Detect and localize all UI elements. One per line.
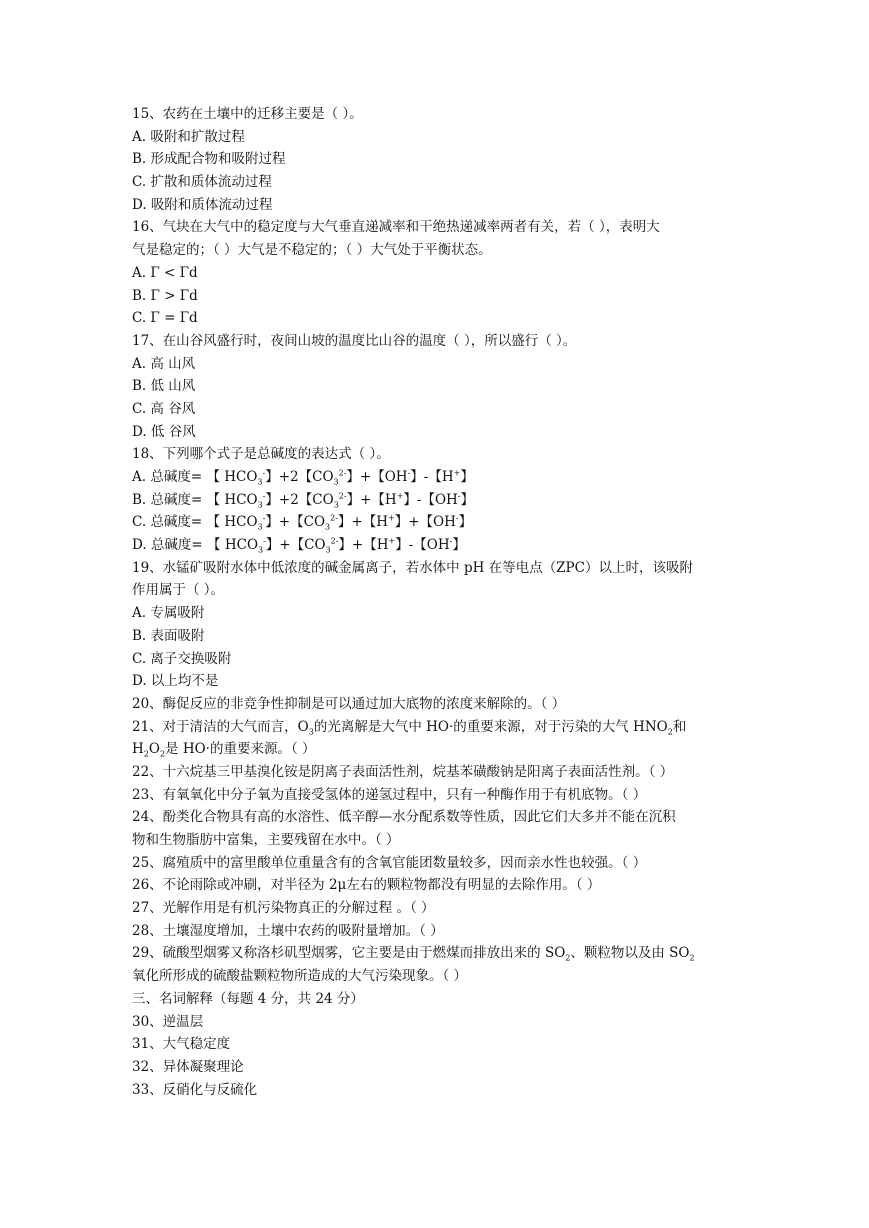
option-16-b: B. Γ > Γd xyxy=(132,287,198,304)
question-17: 17、在山谷风盛行时，夜间山坡的温度比山谷的温度（ ），所以盛行（ ）。 xyxy=(132,332,577,349)
question-23: 23、有氧氧化中分子氧为直接受氢体的递氢过程中，只有一种酶作用于有机底物。（ ） xyxy=(132,786,647,803)
question-24-line-2: 物和生物脂肪中富集，主要残留在水中。（ ） xyxy=(132,832,400,848)
question-31: 31、大气稳定度 xyxy=(132,1036,231,1053)
question-29-line-2: 氧化所形成的硫酸盐颗粒物所造成的大气污染现象。（ ） xyxy=(132,968,468,985)
question-19-line-1: 19、水锰矿吸附水体中低浓度的碱金属离子，若水体中 pH 在等电点（ZPC）以上时，该吸附 xyxy=(132,559,693,576)
question-16-line-1: 16、气块在大气中的稳定度与大气垂直递减率和干绝热递减率两者有关，若（ ），表明大 xyxy=(132,219,660,236)
option-19-b: B. 表面吸附 xyxy=(132,627,205,644)
question-32: 32、异体凝聚理论 xyxy=(132,1058,244,1075)
option-18-c: C. 总碱度= 【 $HCO_3^-$】+【$CO_3^{2-}$】+【H+】+【OH-】 xyxy=(132,513,473,533)
option-18-d: D. 总碱度= 【 $HCO_3^-$】+【$CO_3^{2-}$】+【H+】-【OH-】 xyxy=(132,536,466,555)
option-16-a: A. Γ < Γd xyxy=(132,264,198,281)
option-18-a: A. 总碱度= 【 $HCO_3^-$】+2【$CO_3^{2-}$】+【OH-】-【H+】 xyxy=(132,468,474,487)
option-19-d: D. 以上均不是 xyxy=(132,673,219,690)
option-15-c: C. 扩散和质体流动过程 xyxy=(132,174,272,191)
question-20: 20、酶促反应的非竞争性抑制是可以通过加大底物的浓度来解除的。（ ） xyxy=(132,695,566,712)
option-17-d: D. 低 谷风 xyxy=(132,423,196,440)
option-18-b: B. 总碱度= 【 $HCO_3^-$】+2【$CO_3^{2-}$】+【H+】-【OH-】 xyxy=(132,491,474,510)
option-17-a: A. 高 山风 xyxy=(132,355,196,372)
question-33: 33、反硝化与反硫化 xyxy=(132,1081,258,1098)
question-18: 18、下列哪个式子是总碱度的表达式（ ）。 xyxy=(132,446,390,463)
option-16-c: C. Γ = Γd xyxy=(132,310,198,327)
question-24-line-1: 24、酚类化合物具有高的水溶性、低辛醇—水分配系数等性质，因此它们大多并不能在沉积 xyxy=(132,809,676,826)
question-28: 28、土壤湿度增加，土壤中农药的吸附量增加。（ ） xyxy=(132,922,444,939)
question-22: 22、十六烷基三甲基溴化铵是阴离子表面活性剂，烷基苯磺酸钠是阳离子表面活性剂。（ ） xyxy=(132,763,674,780)
question-30: 30、逆温层 xyxy=(132,1013,204,1030)
question-27: 27、光解作用是有机污染物真正的分解过程 。（ ） xyxy=(132,900,435,917)
section-heading: 三、名词解释（每题 4 分，共 24 分） xyxy=(132,990,364,1007)
option-19-a: A. 专属吸附 xyxy=(132,605,205,622)
option-15-b: B. 形成配合物和吸附过程 xyxy=(132,151,286,168)
document-content xyxy=(132,103,742,1101)
question-25: 25、腐殖质中的富里酸单位重量含有的含氧官能团数量较多，因而亲水性也较强。（ ） xyxy=(132,854,647,871)
option-19-c: C. 离子交换吸附 xyxy=(132,650,232,667)
question-21-line-2: $H_2O_2$是 HO·的重要来源。（ ） xyxy=(132,741,316,759)
option-17-b: B. 低 山风 xyxy=(132,378,196,395)
question-15: 15、农药在土壤中的迁移主要是（ ）。 xyxy=(132,106,363,122)
question-16-line-2: 气是稳定的；（ ）大气是不稳定的；（ ）大气处于平衡状态。 xyxy=(132,242,492,259)
question-19-line-2: 作用属于（ ）。 xyxy=(132,582,225,599)
option-17-c: C. 高 谷风 xyxy=(132,400,196,417)
question-26: 26、不论雨除或冲刷，对半径为 2μ左右的颗粒物都没有明显的去除作用。（ ） xyxy=(132,877,601,894)
question-21-line-1: 21、对于清洁的大气而言，$O_3$的光离解是大气中 HO·的重要来源，对于污染的大气 $HNO_2$和 xyxy=(132,718,687,737)
option-15-a: A. 吸附和扩散过程 xyxy=(132,128,245,145)
option-15-d: D. 吸附和质体流动过程 xyxy=(132,196,273,213)
question-29-line-1: 29、硫酸型烟雾又称洛杉矶型烟雾，它主要是由于燃煤而排放出来的 $SO_2$、颗粒物以及由 $SO_2$ xyxy=(132,945,695,964)
